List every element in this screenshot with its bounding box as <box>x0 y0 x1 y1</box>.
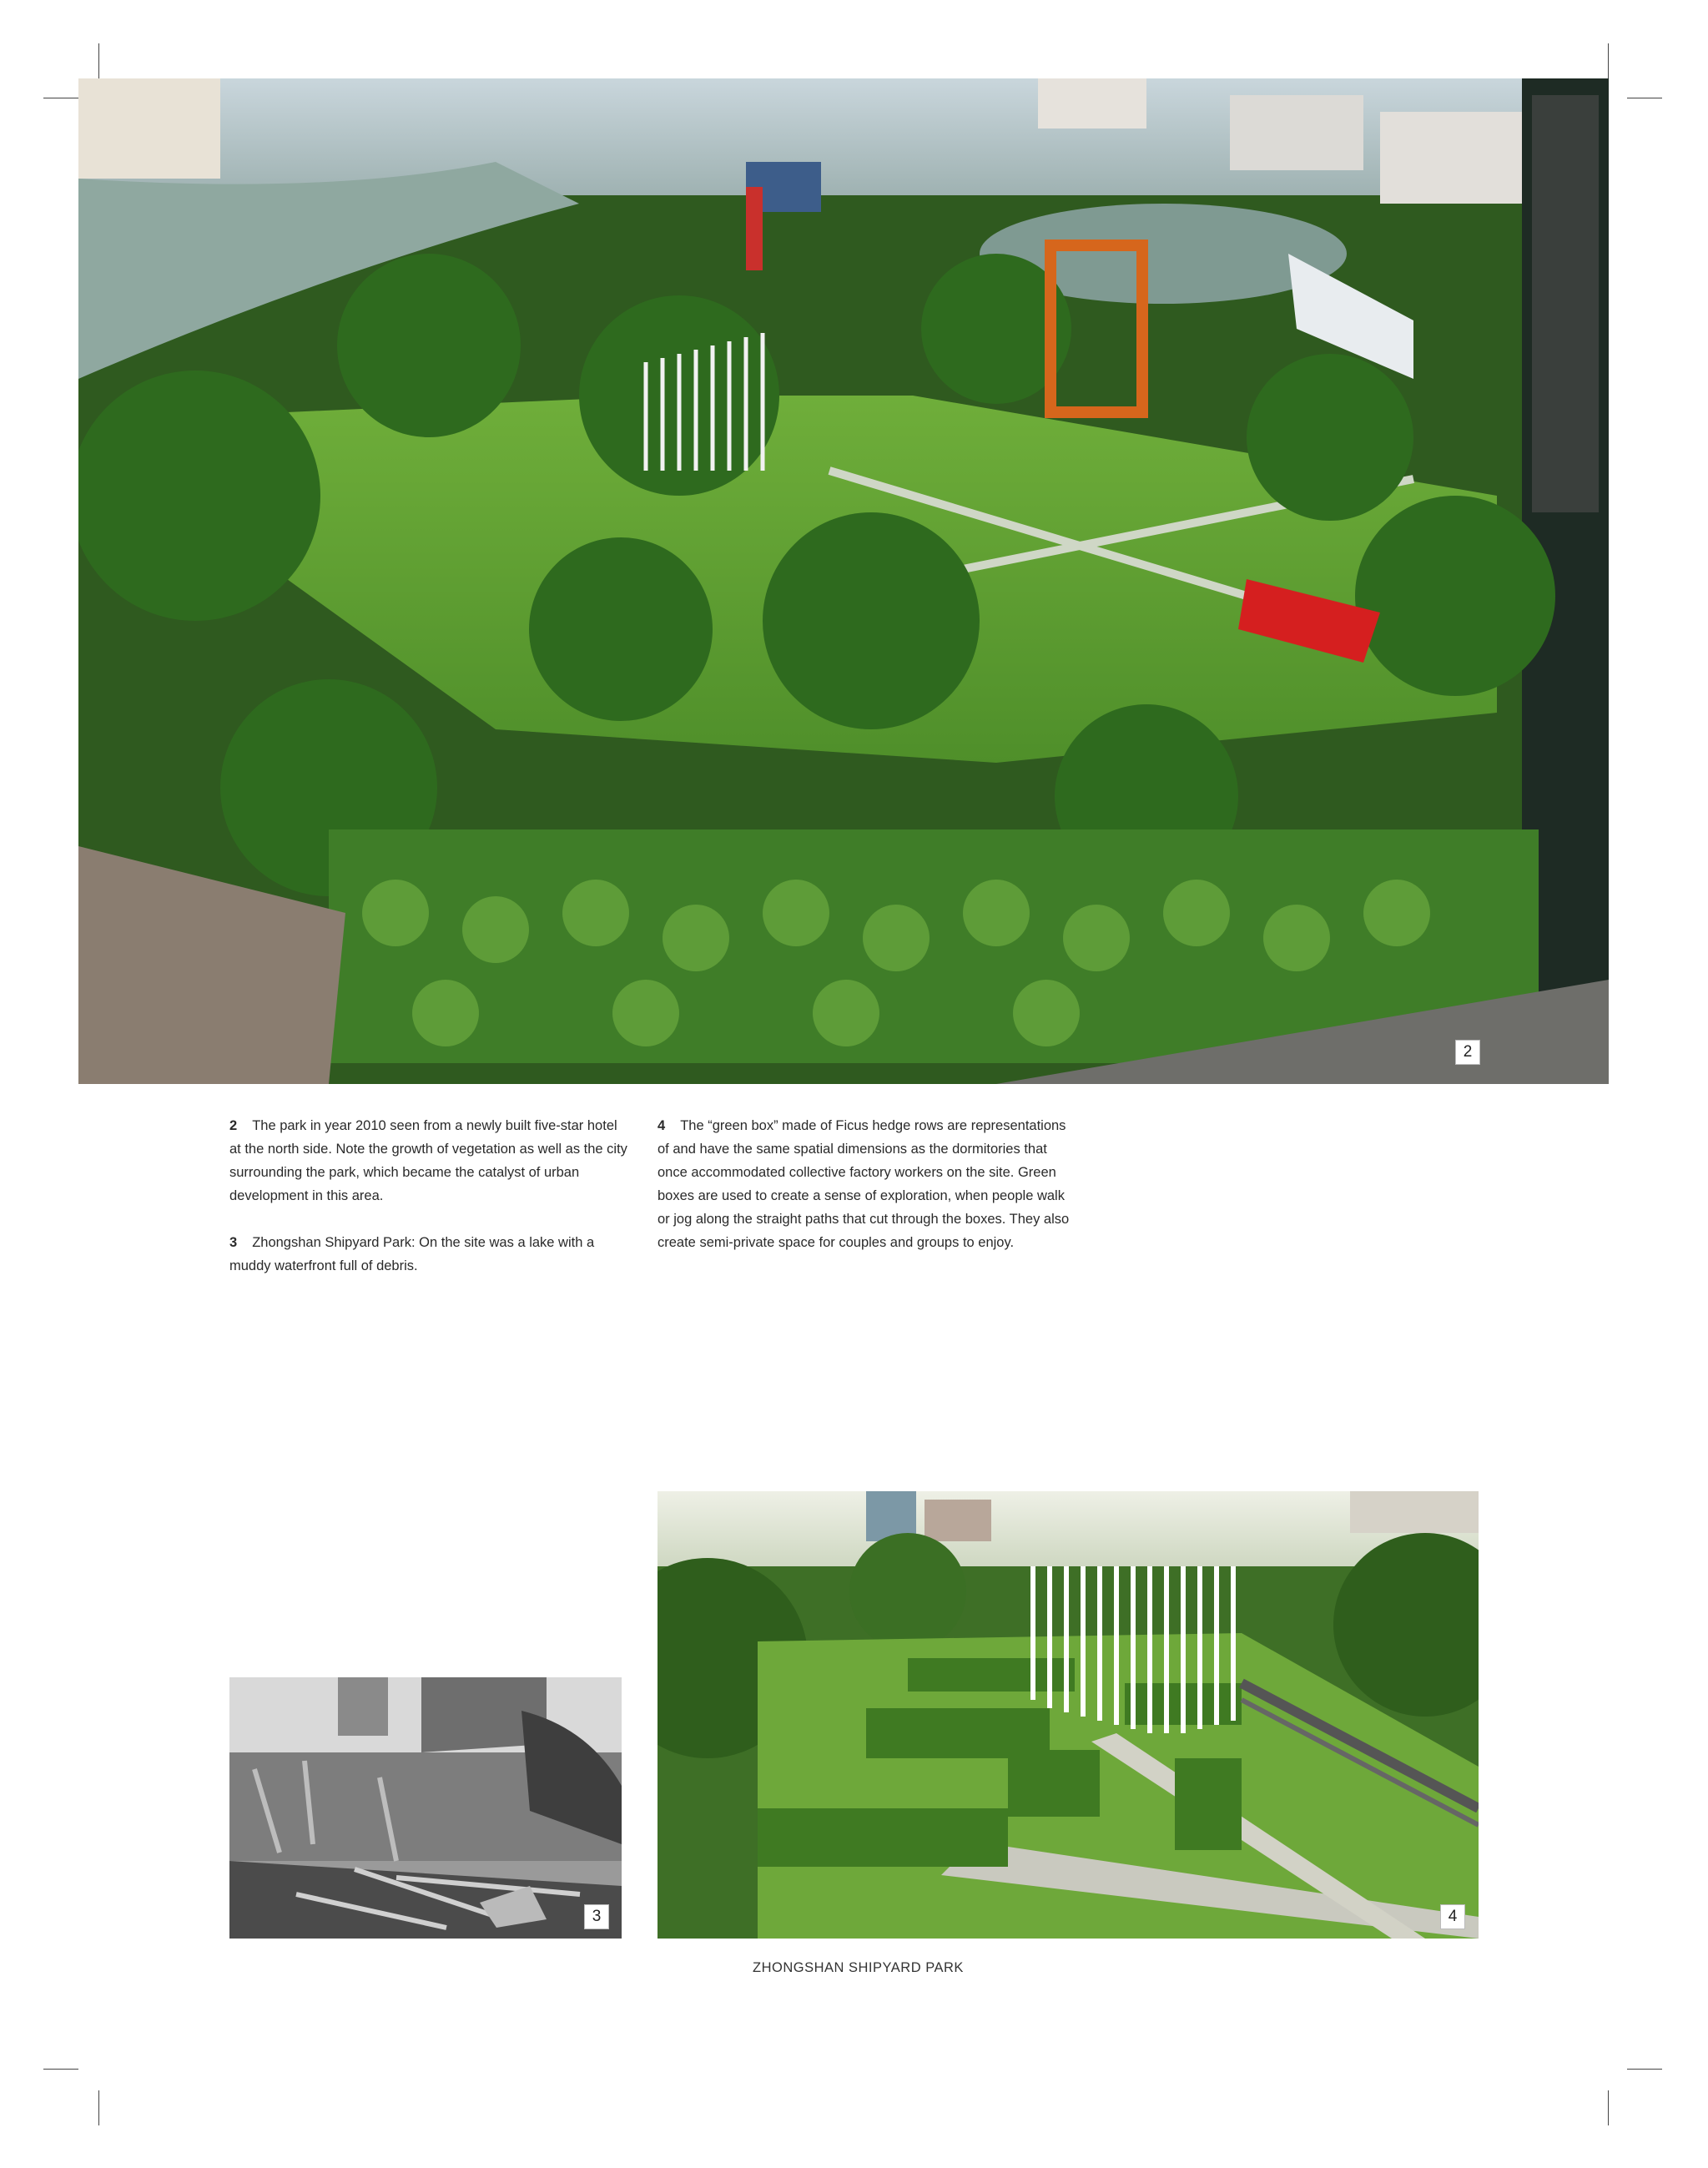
crop-mark <box>43 2069 78 2070</box>
caption-column-right <box>658 1114 1071 1278</box>
figure-number-badge: 3 <box>584 1904 609 1929</box>
caption-column-left <box>229 1114 630 1301</box>
caption-figure-2: 2 The park in year 2010 seen from a newly built five-star hotel at the north side. Note the growth of vegetation as well as the city surrounding the park, which became the catalyst of urban development in this area. <box>229 1118 627 1203</box>
crop-mark <box>98 2090 99 2125</box>
crop-mark <box>1627 2069 1662 2070</box>
caption-figure-4: 4 The “green box” made of Ficus hedge rows are representations of and have the same spatial dimensions as the dormitories that once accommodated collective factory workers on the site. Green boxes are used to create a sense of exploration, when people walk or jog along the straight paths that cut through the boxes. They also create semi-private space for couples and groups to enjoy. <box>658 1118 1070 1250</box>
aerial-park-photo <box>78 78 1609 1084</box>
footer-running-title: ZHONGSHAN SHIPYARD PARK <box>753 1960 964 1975</box>
figure-number-badge: 4 <box>1440 1904 1465 1929</box>
figure-number-badge: 2 <box>1455 1040 1480 1065</box>
green-box-hedge-photo <box>658 1491 1479 1939</box>
crop-mark <box>1608 2090 1609 2125</box>
caption-figure-3: 3 Zhongshan Shipyard Park: On the site was a lake with a muddy waterfront full of debris. <box>229 1235 595 1273</box>
muddy-waterfront-photo <box>229 1677 622 1939</box>
